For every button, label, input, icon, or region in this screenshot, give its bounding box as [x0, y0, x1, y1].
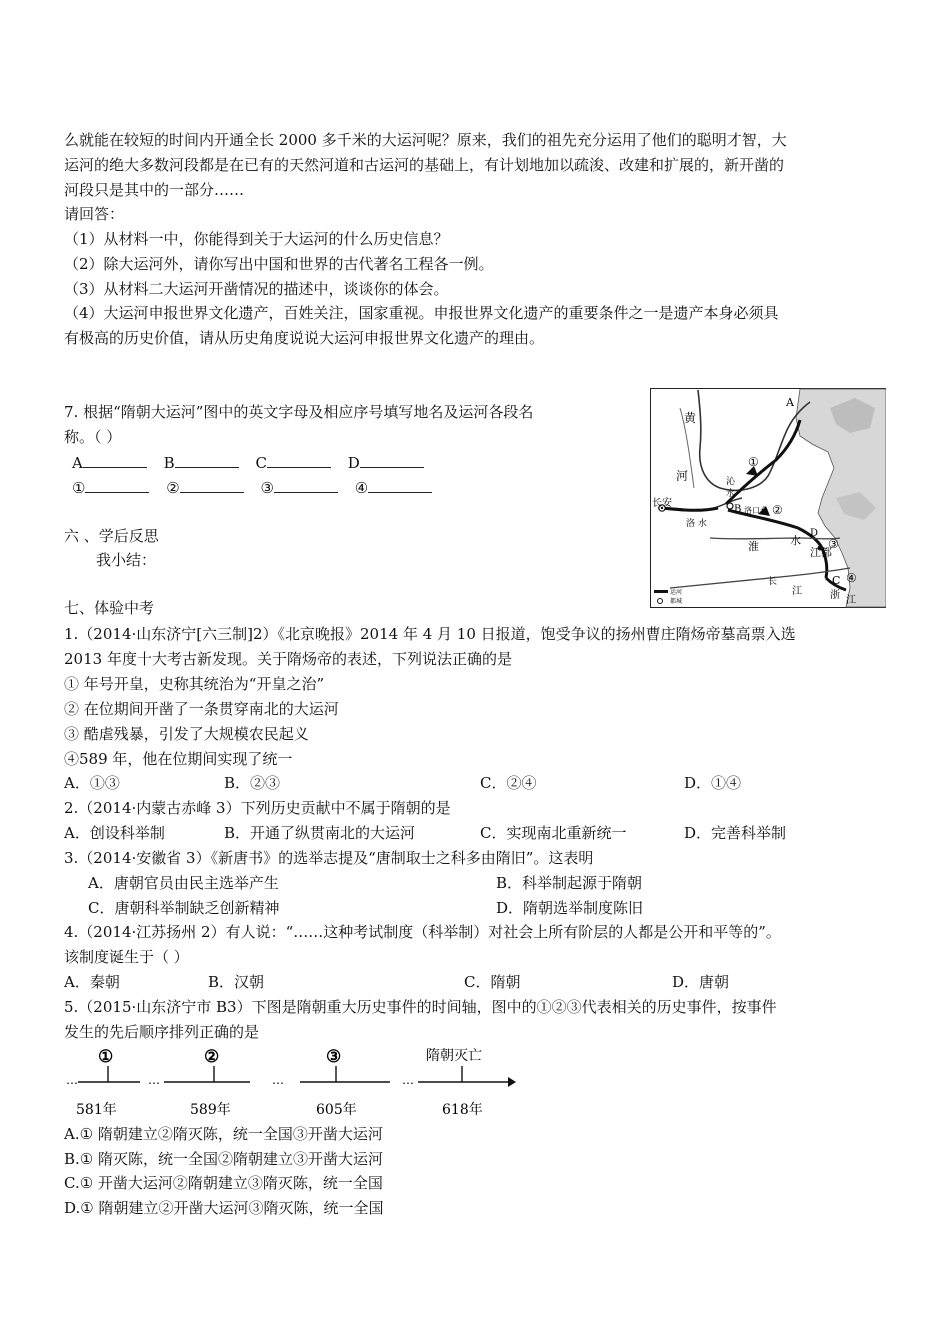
map-label-luo-shui: 洛 水 — [686, 519, 707, 529]
map-label-changan: 长安 — [652, 498, 672, 509]
exam1-statement-4: ④589 年，他在位期间实现了统一 — [64, 750, 293, 768]
exam2-option-c[interactable]: C．实现南北重新统一 — [480, 824, 627, 842]
exam5-option-d[interactable]: D.① 隋朝建立②开凿大运河③隋灭陈，统一全国 — [64, 1199, 384, 1217]
timeline-arrowhead — [508, 1077, 516, 1087]
exam5-option-a[interactable]: A.① 隋朝建立②隋灭陈，统一全国③开凿大运河 — [64, 1125, 383, 1143]
exam4-option-d[interactable]: D．唐朝 — [672, 973, 730, 991]
map-label-luokou: 洛口仓 — [744, 506, 768, 515]
timeline-event-4: 隋朝灭亡 — [426, 1048, 482, 1064]
timeline-dots-1: … — [66, 1073, 78, 1087]
map-label-circle-4: ④ — [846, 571, 857, 585]
questions-prompt: 请回答： — [64, 205, 125, 223]
map-label-a: A — [786, 396, 794, 409]
sui-timeline — [64, 1042, 534, 1122]
timeline-event-3: ③ — [326, 1047, 342, 1067]
timeline-event-2: ② — [204, 1047, 220, 1067]
map-label-qin-shui: 水 — [726, 489, 736, 499]
exam1-option-b[interactable]: B．②③ — [224, 774, 281, 792]
exam1-statement-3: ③ 酷虐残暴，引发了大规模农民起义 — [64, 725, 309, 743]
legend-capital-swatch — [658, 599, 663, 604]
map-label-qin: 沁 — [726, 477, 736, 487]
question-1: （1）从材料一中，你能得到关于大运河的什么历史信息？ — [64, 230, 449, 248]
exam1-option-c[interactable]: C．②④ — [480, 774, 537, 792]
intro-line-3: 河段只是其中的一部分…… — [64, 181, 245, 199]
timeline-year-4: 618年 — [442, 1102, 483, 1118]
exam1-option-a[interactable]: A．①③ — [64, 774, 120, 792]
q7-letter-c: C — [255, 454, 267, 472]
map-label-jiang-2: 江 — [846, 595, 856, 606]
q7-number-2: ② — [166, 479, 180, 497]
exam1-option-d[interactable]: D．①④ — [684, 774, 742, 792]
question-2: （2）除大运河外，请你写出中国和世界的古代著名工程各一例。 — [64, 255, 494, 273]
timeline-dots-3: … — [272, 1073, 284, 1087]
map-label-shui: 水 — [790, 534, 801, 547]
legend-capital-label: 都城 — [670, 598, 683, 605]
map-label-c: C — [832, 574, 841, 587]
exam3-stem: 3.（2014·安徽省 3）《新唐书》的选举志提及“唐制取士之科多由隋旧”。这表明 — [64, 849, 594, 867]
map-label-jiangdu: 江都 — [810, 546, 832, 559]
q7-blank-1[interactable] — [85, 478, 149, 493]
timeline-year-1: 581年 — [76, 1102, 117, 1118]
section-6-summary: 我小结： — [96, 551, 157, 569]
q7-line-2: 称。（ ） — [64, 428, 122, 446]
map-label-huang: 黄 — [684, 411, 697, 425]
q7-number-4: ④ — [354, 479, 369, 497]
exam5-option-b[interactable]: B.① 隋灭陈，统一全国②隋朝建立③开凿大运河 — [64, 1150, 384, 1168]
timeline-year-3: 605年 — [316, 1102, 357, 1118]
intro-line-2: 运河的绝大多数河段都是在已有的天然河道和古运河的基础上，有计划地加以疏浚、改建和扩展的，新开凿的 — [64, 156, 785, 174]
map-label-zhe: 浙 — [830, 590, 840, 601]
map-label-chang: 长 — [768, 577, 778, 587]
section-7-title: 七、体验中考 — [64, 599, 155, 617]
q7-letter-blanks — [72, 453, 424, 473]
q7-blank-a[interactable] — [83, 453, 147, 468]
map-label-b: B — [734, 504, 742, 515]
exam2-stem: 2.（2014·内蒙古赤峰 3）下列历史贡献中不属于隋朝的是 — [64, 799, 451, 817]
timeline-event-1: ① — [98, 1047, 114, 1067]
q7-letter-a: A — [72, 454, 83, 472]
map-label-jiang: 江 — [792, 586, 802, 597]
exam1-statement-1: ① 年号开皇，史称其统治为“开皇之治” — [64, 675, 325, 693]
legend-canal-label: 运河 — [670, 589, 683, 596]
map-label-huai: 淮 — [748, 540, 759, 553]
exam3-option-b[interactable]: B．科举制起源于隋朝 — [496, 874, 643, 892]
q7-blank-b[interactable] — [175, 453, 239, 468]
timeline-year-2: 589年 — [190, 1102, 231, 1118]
sui-grand-canal-map — [650, 388, 886, 608]
exam4-option-b[interactable]: B．汉朝 — [208, 973, 265, 991]
question-3: （3）从材料二大运河开凿情况的描述中，谈谈你的体会。 — [64, 280, 449, 298]
q7-number-blanks — [72, 478, 432, 498]
map-label-he: 河 — [676, 469, 689, 483]
map-label-circle-1: ① — [748, 455, 759, 469]
exam1-statement-2: ② 在位期间开凿了一条贯穿南北的大运河 — [64, 700, 339, 718]
exam4-option-c[interactable]: C．隋朝 — [464, 973, 521, 991]
legend-canal-swatch — [654, 590, 668, 593]
q7-letter-b: B — [163, 454, 175, 472]
huai-river — [710, 538, 840, 539]
exam2-option-a[interactable]: A．创设科举制 — [64, 824, 165, 842]
intro-line-1: 么就能在较短的时间内开通全长 2000 多千米的大运河呢？原来，我们的祖先充分运用了他们的聪明才智，大 — [64, 131, 787, 149]
exam1-stem-1: 1.（2014·山东济宁[六三制]2）《北京晚报》2014 年 4 月 10 日报道，饱受争议的扬州曹庄隋炀帝墓高票入选 — [64, 625, 796, 643]
q7-letter-d: D — [347, 454, 360, 472]
section-6-title: 六 、学后反思 — [64, 527, 159, 545]
q7-blank-d[interactable] — [360, 453, 424, 468]
exam5-stem-2: 发生的先后顺序排列正确的是 — [64, 1023, 260, 1041]
exam4-stem-2: 该制度诞生于（ ） — [64, 948, 189, 966]
q7-number-3: ③ — [260, 479, 274, 497]
exam3-option-a[interactable]: A．唐朝官员由民主选举产生 — [88, 874, 279, 892]
q7-blank-2[interactable] — [180, 478, 244, 493]
exam2-option-b[interactable]: B．开通了纵贯南北的大运河 — [224, 824, 416, 842]
q7-blank-3[interactable] — [274, 478, 338, 493]
exam1-stem-2: 2013 年度十大考古新发现。关于隋炀帝的表述，下列说法正确的是 — [64, 650, 512, 668]
question-4-line-1: （4）大运河申报世界文化遗产，百姓关注，国家重视。申报世界文化遗产的重要条件之一是遗产本身必须具 — [64, 304, 779, 322]
timeline-dots-2: … — [148, 1073, 160, 1087]
exam5-option-c[interactable]: C.① 开凿大运河②隋朝建立③隋灭陈，统一全国 — [64, 1174, 383, 1192]
timeline-dots-4: … — [402, 1073, 414, 1087]
map-label-d: D — [810, 528, 819, 539]
exam5-stem-1: 5.（2015·山东济宁市 B3）下图是隋朝重大历史事件的时间轴，图中的①②③代表相关的历史事件，按事件 — [64, 998, 777, 1016]
exam2-option-d[interactable]: D．完善科举制 — [684, 824, 787, 842]
q7-number-1: ① — [72, 479, 86, 497]
map-label-circle-3: ③ — [828, 537, 839, 551]
map-label-circle-2: ② — [772, 503, 783, 517]
question-4-line-2: 有极高的历史价值，请从历史角度说说大运河申报世界文化遗产的理由。 — [64, 329, 545, 347]
exam3-option-c[interactable]: C．唐朝科举制缺乏创新精神 — [88, 899, 280, 917]
q7-blank-c[interactable] — [267, 453, 331, 468]
luoyang-marker — [727, 503, 733, 509]
q7-line-1: 7. 根据“隋朝大运河”图中的英文字母及相应序号填写地名及运河各段名 — [64, 403, 534, 421]
exam4-stem-1: 4.（2014·江苏扬州 2）有人说：“……这种考试制度（科举制）对社会上所有阶层的人都是公开和平等的”。 — [64, 923, 781, 941]
exam3-option-d[interactable]: D．隋朝选举制度陈旧 — [496, 899, 644, 917]
exam4-option-a[interactable]: A．秦朝 — [64, 973, 120, 991]
q7-blank-4[interactable] — [368, 478, 432, 493]
